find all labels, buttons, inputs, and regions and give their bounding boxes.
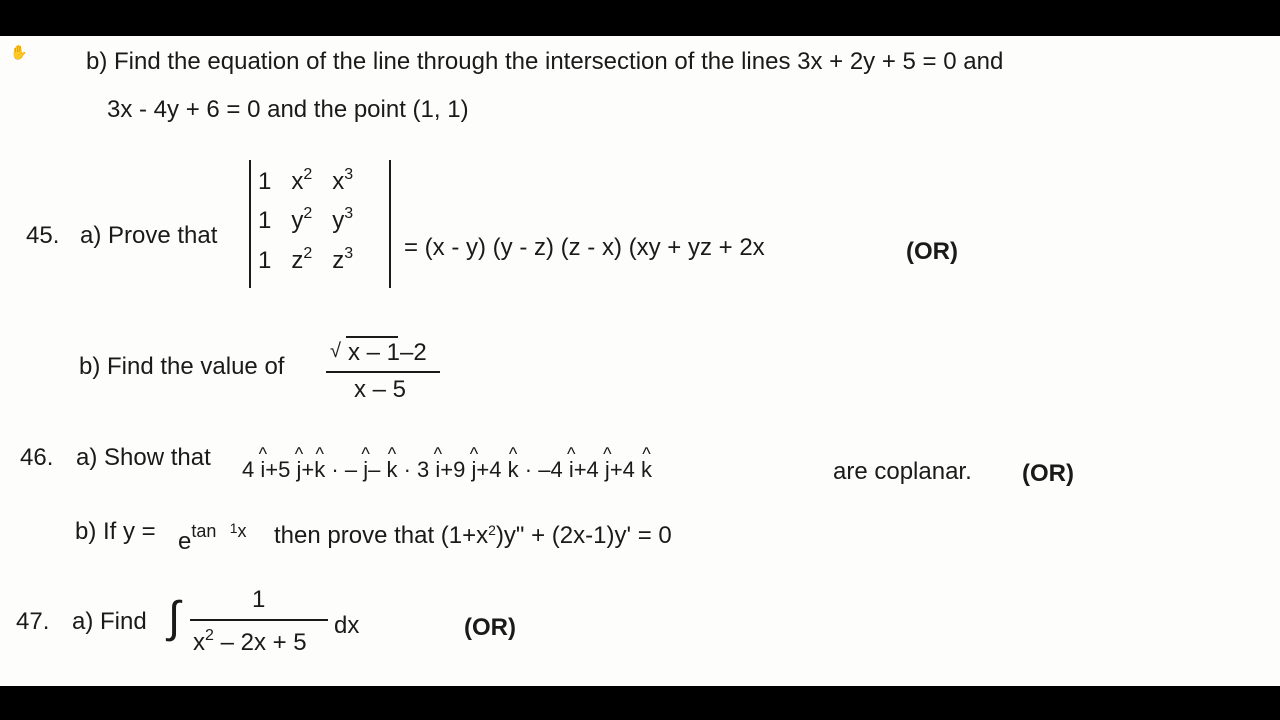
q45-or: (OR) — [906, 238, 958, 265]
hand-cursor-icon: ✋ — [10, 44, 28, 60]
q44b-line1: b) Find the equation of the line through the intersection of the lines 3x + 2y + 5 = 0 and — [86, 48, 1004, 75]
q45a-rhs: = (x - y) (y - z) (z - x) (xy + yz + 2x — [404, 234, 765, 261]
q47-or: (OR) — [464, 614, 516, 641]
q46a-text: a) Show that — [76, 444, 211, 471]
q46a-end: are coplanar. — [833, 458, 972, 485]
q45b-denominator: x – 5 — [354, 376, 407, 403]
q46b-then: then prove that $(1+x^2)y$" + (2x-1)y' = 0 — [274, 522, 672, 549]
det-row-2: 1 $y^2$ $y^3$ — [258, 205, 354, 234]
q46-number: 46. — [20, 444, 54, 471]
q45b-sqrt-sign: √ — [330, 340, 341, 362]
q46-or: (OR) — [1022, 460, 1074, 487]
q47-dx: dx — [334, 612, 360, 639]
q47-number: 47. — [16, 608, 50, 635]
q45b-sqrt-overline — [346, 336, 398, 338]
q44b-line2: 3x - 4y + 6 = 0 and the point (1, 1) — [107, 96, 469, 123]
q47-denominator: $x^2 - 2x + 5$ — [193, 627, 307, 656]
q45b-text: b) Find the value of — [79, 353, 285, 380]
exam-page — [0, 36, 1280, 686]
q45a-text: a) Prove that — [80, 222, 218, 249]
q46b-exp: $e^{tan}$ $^{1x}$ — [178, 520, 247, 555]
q46-vectors: 4 ^ i+5 ^ j+^ k · – ^ j– ^ k · 3 ^ i+9 ^ j+4 ^ k · –4 ^ i+4 ^ j+4 ^ k — [242, 459, 652, 481]
q47a-text: a) Find — [72, 608, 147, 635]
q45b-fraction-bar — [326, 371, 440, 373]
determinant-left-bar — [249, 160, 251, 288]
q46b-prefix: b) If y = — [75, 518, 156, 545]
bottom-letterbox — [0, 686, 1280, 720]
top-letterbox — [0, 0, 1280, 36]
q45b-numerator: x – 1–2 — [348, 339, 427, 366]
determinant-right-bar — [389, 160, 391, 288]
det-row-1: 1 $x^2$ $x^3$ — [258, 166, 354, 195]
det-row-3: 1 $z^2$ $z^3$ — [258, 245, 354, 274]
q47-numerator: 1 — [252, 586, 266, 613]
q45-number: 45. — [26, 222, 60, 249]
q47-fraction-bar — [190, 619, 328, 621]
integral-sign: ∫ — [168, 593, 181, 642]
